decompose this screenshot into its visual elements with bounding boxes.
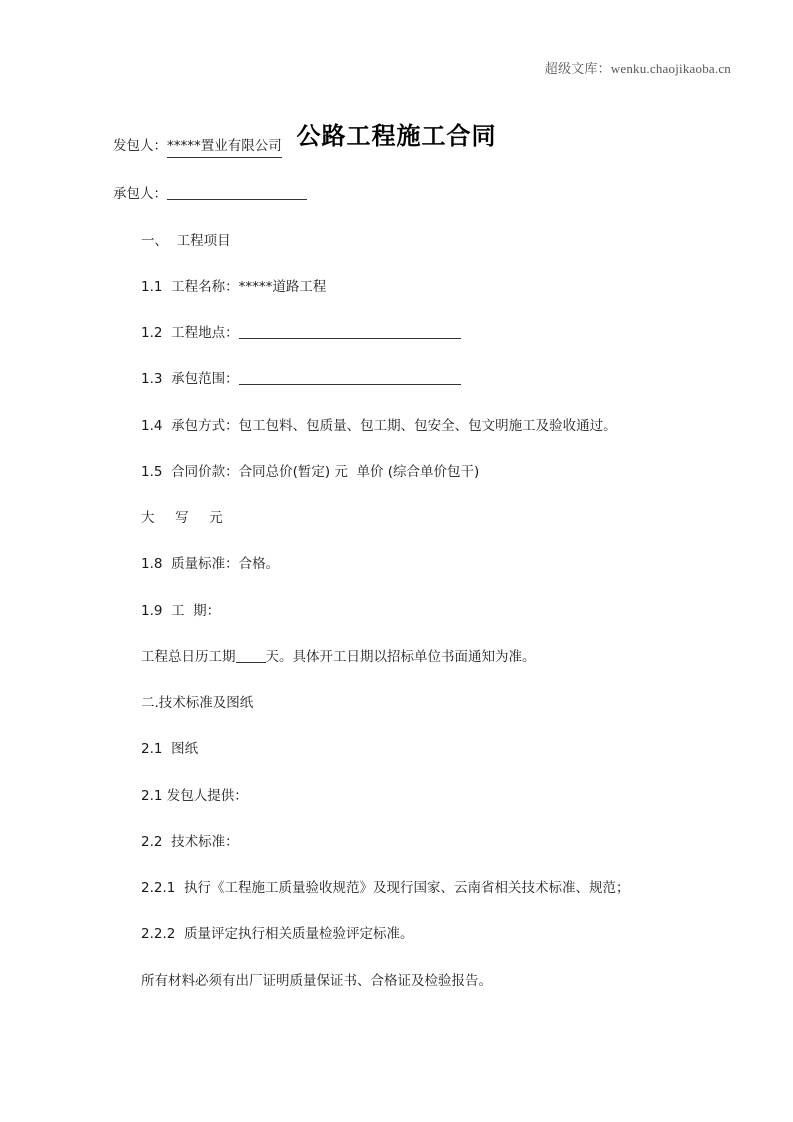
- item-1-1: [113, 277, 683, 297]
- item-1-5-value: 合同总价(暂定) 元 单价 (综合单价包干): [238, 463, 480, 480]
- item-2-1b-text: 发包人提供：: [166, 787, 248, 804]
- item-1-2-blank: [239, 324, 461, 339]
- item-1-8-value: 合格。: [238, 556, 280, 573]
- contractor-line: [113, 184, 683, 204]
- item-1-8-label: 质量标准：: [171, 556, 239, 573]
- item-2-2-no: 2.2: [141, 833, 163, 850]
- item-2-2-standards: [113, 832, 683, 852]
- item-2-2-1-no: 2.2.1: [141, 880, 176, 896]
- capital-amount-line: 大 写 元: [141, 510, 227, 526]
- item-1-2-no: 1.2: [141, 325, 163, 341]
- item-1-9-label: 工 期：: [171, 602, 221, 619]
- item-1-9-no: 1.9: [141, 602, 163, 619]
- item-1-4: [113, 416, 683, 436]
- contractor-blank: [167, 185, 307, 200]
- document-body: [113, 136, 683, 1017]
- duration-blank: [236, 650, 266, 663]
- employer-label: 发包人：: [113, 138, 167, 154]
- item-2-1-no: 2.1: [141, 741, 163, 758]
- item-2-1b-no: 2.1: [141, 787, 163, 804]
- item-1-1-value: *****道路工程: [238, 278, 327, 295]
- item-2-1-drawings: [113, 739, 683, 759]
- page-title: 公路工程施工合同: [296, 122, 497, 151]
- item-1-2: [113, 323, 683, 343]
- item-1-3-no: 1.3: [141, 371, 163, 388]
- item-1-3: [113, 369, 683, 389]
- item-1-4-no: 1.4: [141, 417, 163, 434]
- item-1-5: [113, 462, 683, 482]
- section-one-heading: 一、 工程项目: [141, 232, 231, 249]
- item-2-2-2-no: 2.2.2: [141, 926, 176, 943]
- duration-text: [113, 647, 683, 667]
- item-1-9: [113, 601, 683, 621]
- item-1-4-label: 承包方式：: [171, 417, 239, 434]
- item-1-1-label: 工程名称：: [171, 278, 239, 295]
- contractor-label: 承包人：: [113, 186, 167, 203]
- item-1-3-blank: [239, 370, 461, 385]
- item-1-8: [113, 554, 683, 574]
- item-2-2-text: 技术标准：: [171, 833, 239, 850]
- item-1-3-label: 承包范围：: [171, 371, 239, 388]
- item-2-1-provided: [113, 786, 683, 806]
- materials-note: 所有材料必须有出厂证明质量保证书、合格证及检验报告。: [141, 972, 492, 989]
- item-2-2-2: [113, 924, 683, 944]
- section-two-heading: 二.技术标准及图纸: [141, 695, 254, 711]
- item-1-5-label: 合同价款：: [171, 463, 239, 480]
- watermark-text: 超级文库：wenku.chaojikaoba.cn: [544, 61, 731, 76]
- duration-suffix: 天。具体开工日期以招标单位书面通知为准。: [265, 648, 536, 665]
- item-2-2-1: [113, 878, 683, 898]
- item-1-1-no: 1.1: [141, 278, 163, 295]
- item-1-2-label: 工程地点：: [171, 325, 239, 341]
- item-2-1-text: 图纸: [171, 741, 199, 758]
- employer-line: [113, 136, 683, 158]
- item-1-4-value: 包工包料、包质量、包工期、包安全、包文明施工及验收通过。: [238, 417, 617, 434]
- item-2-2-2-text: 质量评定执行相关质量检验评定标准。: [183, 926, 414, 943]
- employer-value: *****置业有限公司: [167, 136, 282, 158]
- item-1-5-no: 1.5: [141, 463, 163, 480]
- item-1-8-no: 1.8: [141, 556, 163, 573]
- duration-prefix: 工程总日历工期: [141, 648, 236, 665]
- item-2-2-1-text: 执行《工程施工质量验收规范》及现行国家、云南省相关技术标准、规范；: [183, 880, 630, 896]
